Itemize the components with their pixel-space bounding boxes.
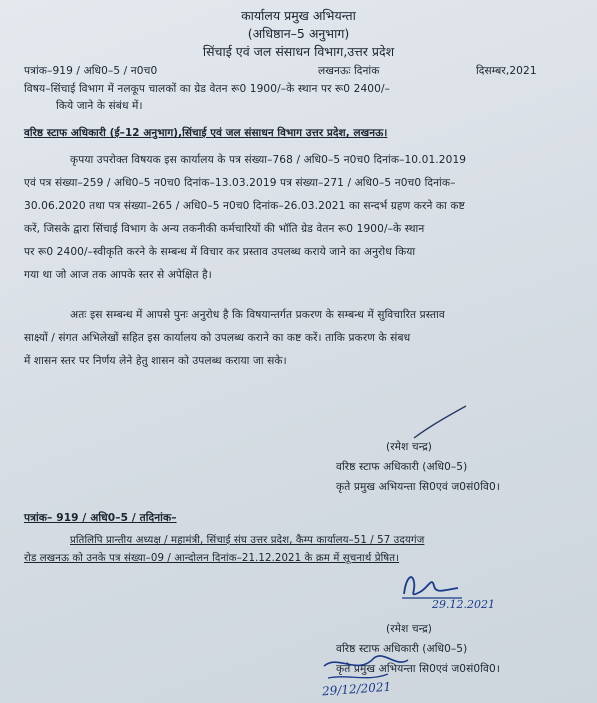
handwritten-receipt-date: 29/12/2021	[321, 679, 392, 699]
place-date: लखनऊः दिनांक	[318, 65, 380, 77]
copy-line: प्रतिलिपि प्रान्तीय अध्यक्ष / महामंत्री, सिंचाई संघ उत्तर प्रदेश, कैम्प कार्यालय–51 / 57 उदयगंज	[70, 535, 425, 546]
pen-stroke-icon	[410, 402, 470, 442]
signatory-name-2: (रमेश चन्द्र)	[386, 623, 433, 635]
para1-line: पर रू0 2400/–स्वीकृति करने के सम्बन्ध में विचार कर प्रस्ताव उपलब्ध कराये जाने का अनुरोध किया	[24, 246, 416, 258]
department-title: सिंचाई एवं जल संसाधन विभाग,उत्तर प्रदेश	[202, 44, 395, 59]
para1-line: 30.06.2020 तथा पत्र संख्या–265 / अधि0–5 न0च0 दिनांक–26.03.2021 का सन्दर्भ ग्रहण करने का कष्ट	[24, 200, 465, 212]
signatory-designation-2: वरिष्ठ स्टाफ अधिकारी (अधि0–5)	[336, 643, 468, 655]
office-title: कार्यालय प्रमुख अभियन्ता	[241, 8, 356, 23]
para1-line: करें, जिसके द्वारा सिंचाई विभाग के अन्य तकनीकी कर्मचारियों की भॉति ग्रेड वेतन रू0 1900/–के स्थान	[24, 223, 425, 235]
letter-month-year: दिसम्बर,2021	[476, 65, 537, 77]
copy-line: रोड लखनऊ को उनके पत्र संख्या–09 / आन्दोलन दिनांक–21.12.2021 के क्रम में सूचनार्थ प्रेषित।	[24, 553, 400, 564]
para2-line: साक्ष्यों / संगत अभिलेखों सहित इस कार्यालय को उपलब्ध कराने का कष्ट करें। ताकि प्रकरण के संबध	[24, 332, 411, 344]
initials-signature-icon	[398, 568, 468, 602]
signatory-office-2: कृते प्रमुख अभियन्ता सि0एवं ज0सं0वि0।	[336, 663, 500, 675]
signatory-office: कृते प्रमुख अभियन्ता सि0एवं ज0सं0वि0।	[336, 481, 500, 493]
para2-line: में शासन स्तर पर निर्णय लेने हेतु शासन को उपलब्ध कराया जा सके।	[24, 355, 287, 367]
para2-line: अतः इस सम्बन्ध में आपसे पुनः अनुरोध है कि विषयान्तर्गत प्रकरण के सम्बन्ध में सुविचारित प्रस्ताव	[70, 309, 445, 321]
handwritten-date: 29.12.2021	[432, 598, 495, 611]
section-title: (अधिष्ठान–5 अनुभाग)	[247, 26, 350, 41]
letter-number: पत्रांक–919 / अधि0–5 / न0च0	[24, 65, 158, 77]
subject-line-2: किये जाने के संबंध में।	[56, 100, 143, 112]
para1-line: एवं पत्र संख्या–259 / अधि0–5 न0च0 दिनांक–13.03.2019 पत्र संख्या–271 / अधि0–5 न0च0 दिनांक–	[24, 177, 456, 189]
copy-reference: पत्रांक– 919 / अधि0–5 / तदिनांक–	[24, 512, 177, 524]
signatory-designation: वरिष्ठ स्टाफ अधिकारी (अधि0–5)	[336, 461, 468, 473]
para1-line: गया था जो आज तक आपके स्तर से अपेक्षित है।	[24, 269, 212, 281]
addressee: वरिष्ठ स्टाफ अधिकारी (ई–12 अनुभाग),सिंचाई एवं जल संसाधन विभाग उत्तर प्रदेश, लखनऊ।	[24, 127, 388, 139]
signatory-name: (रमेश चन्द्र)	[386, 441, 433, 453]
subject-line: विषय–सिंचाई विभाग में नलकूप चालकों का ग्रेड वेतन रू0 1900/–के स्थान पर रू0 2400/–	[24, 83, 391, 95]
para1-line: कृपया उपरोक्त विषयक इस कार्यालय के पत्र संख्या–768 / अधि0–5 न0च0 दिनांक–10.01.2019	[70, 154, 467, 166]
